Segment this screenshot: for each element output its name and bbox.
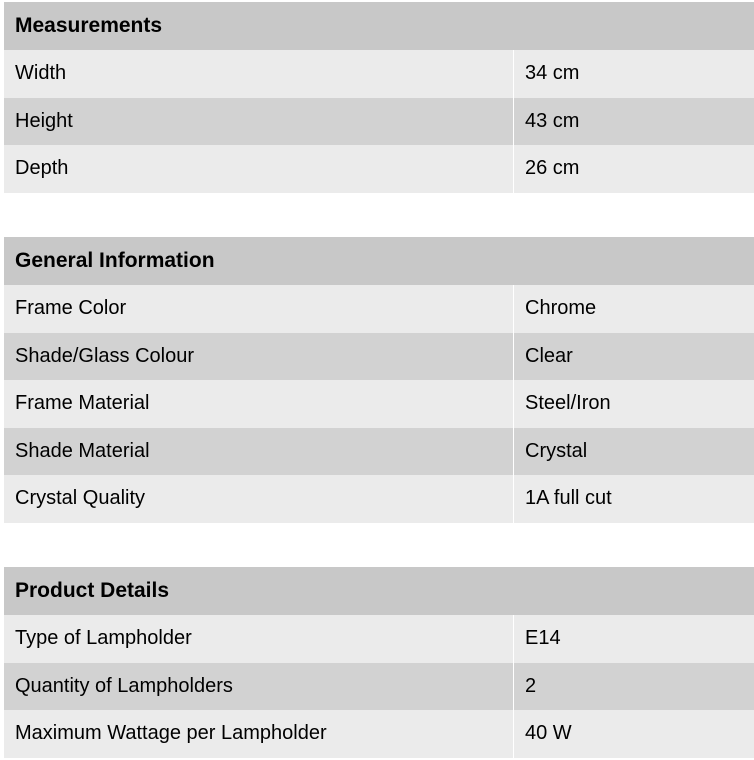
row-label: Shade/Glass Colour [4,333,514,381]
row-label: Type of Lampholder [4,615,514,663]
row-value: 40 W [525,722,572,745]
table-row [4,475,754,523]
row-label: Frame Color [4,285,514,333]
row-value: Steel/Iron [525,392,611,415]
table-row [4,98,754,146]
row-value: 26 cm [525,157,580,180]
table-row [4,428,754,476]
row-value: 43 cm [525,109,580,132]
row-value: Chrome [525,297,597,320]
general-information-table [4,237,754,523]
row-value: E14 [525,627,561,650]
table-row [4,380,754,428]
row-label: Shade Material [4,428,514,476]
row-label: Maximum Wattage per Lampholder [4,710,514,758]
row-label: Quantity of Lampholders [4,663,514,711]
row-label: Crystal Quality [4,475,514,523]
table-row [4,145,754,193]
table-row [4,333,754,381]
row-value: 1A full cut [525,487,612,510]
product-details-table [4,567,754,758]
row-label: Frame Material [4,380,514,428]
row-value: 34 cm [525,62,580,85]
row-label: Height [4,98,514,146]
table-row [4,663,754,711]
table-row [4,285,754,333]
row-label: Depth [4,145,514,193]
measurements-table [4,2,754,193]
section-title: Product Details [4,567,754,615]
row-value: Clear [525,344,573,367]
table-row [4,50,754,98]
row-value: Crystal [525,439,588,462]
table-row [4,615,754,663]
section-title: Measurements [4,2,754,50]
table-row [4,710,754,758]
row-label: Width [4,50,514,98]
row-value: 2 [525,674,537,697]
section-title: General Information [4,237,754,285]
